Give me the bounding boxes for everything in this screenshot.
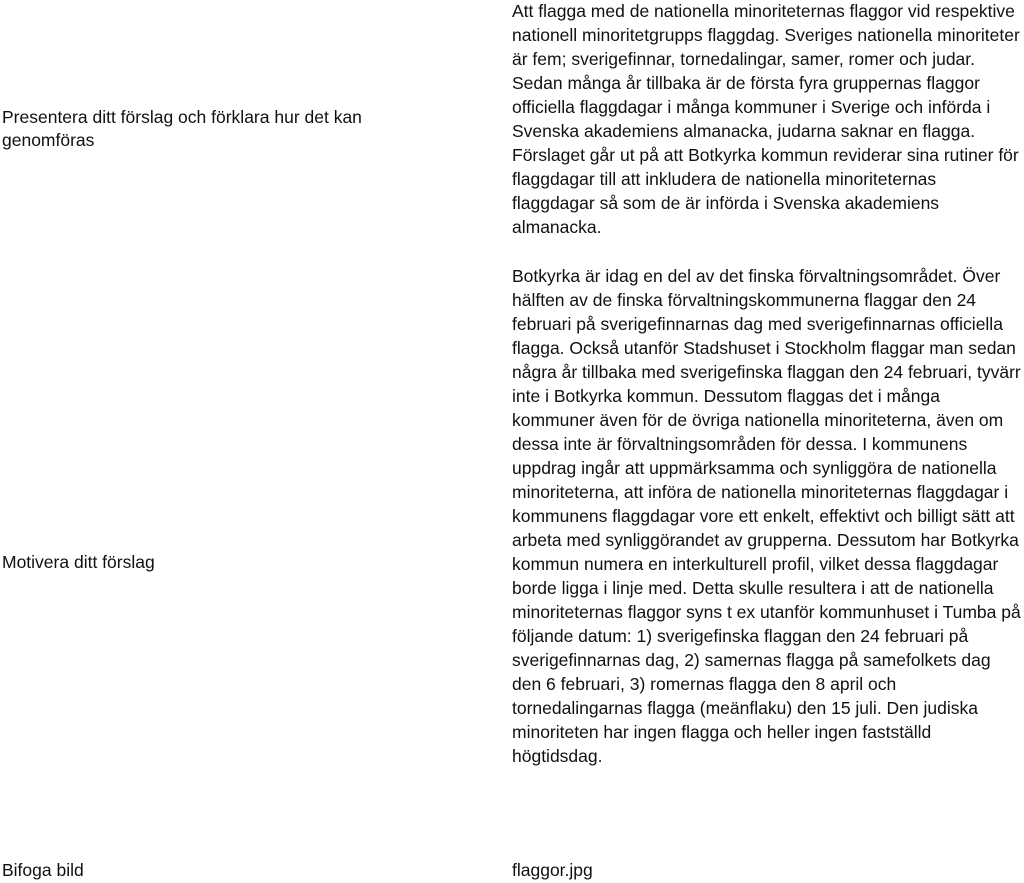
proposal-text: Att flagga med de nationella minoriteternas flaggor vid respektive nationell minoritetgrupps flaggdag. Sveriges nationella minoriteter är fem; sverigefinnar, tornedalingar, samer, romer och judar. Sedan många år tillbaka är de första fyra gruppernas flaggor officiella flaggdagar i många kommuner i Sverige och införda i Svenska akademiens almanacka, judarna saknar en flagga. Förslaget går ut på att Botkyrka kommun reviderar sina rutiner för flaggdagar till att inkludera de nationella minoriteternas flaggdagar så som de är införda i Svenska akademiens almanacka. xyxy=(512,1,1020,237)
attachment-filename: flaggor.jpg xyxy=(512,860,593,880)
motivation-label: Motivera ditt förslag xyxy=(2,552,155,572)
attachment-label: Bifoga bild xyxy=(2,860,84,880)
motivation-text: Botkyrka är idag en del av det finska förvaltningsområdet. Över hälften av de finska förvaltningskommunerna flaggar den 24 februari på sverigefinnarnas dag med sverigefinnarnas officiella flagga. Också utanför Stadshuset i Stockholm flaggar man sedan några år tillbaka med sverigefinska flaggan den 24 februari, tyvärr inte i Botkyrka kommun. Dessutom flaggas det i många kommuner även för de övriga nationella minoriteterna, även om dessa inte är förvaltningsområden för dessa. I kommunens uppdrag ingår att uppmärksamma och synliggöra de nationella minoriteterna, att införa de nationella minoriteternas flaggdagar i kommunens flaggdagar vore ett enkelt, effektivt och billigt sätt att arbeta med synliggörandet av grupperna. Dessutom har Botkyrka kommun numera en interkulturell profil, vilket dessa flaggdagar borde ligga i linje med. Detta skulle resultera i att de nationella minoriteternas flaggor syns t ex utanför kommunhuset i Tumba på följande datum: 1) sverigefinska flaggan den 24 februari på sverigefinnarnas dag, 2) samernas flagga på samefolkets dag den 6 februari, 3) romernas flagga den 8 april och tornedalingarnas flagga (meänflaku) den 15 juli. Den judiska minoriteten har ingen flagga och heller ingen fastställd högtidsdag. xyxy=(512,266,1021,766)
proposal-label: Presentera ditt förslag och förklara hur det kan genomföras xyxy=(2,107,362,150)
